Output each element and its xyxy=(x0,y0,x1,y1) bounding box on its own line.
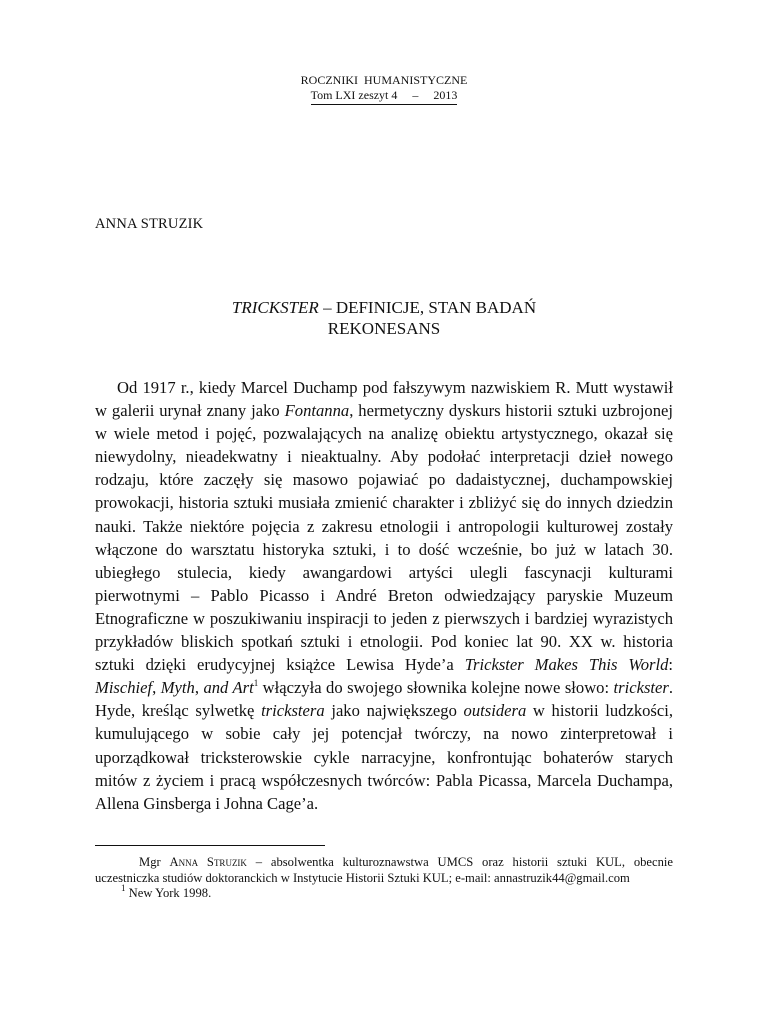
body-text xyxy=(95,376,673,815)
journal-header xyxy=(0,73,768,105)
article-title xyxy=(0,297,768,339)
footnote-text: New York 1998. xyxy=(125,886,212,901)
book-title-italic: Mischief xyxy=(95,678,153,698)
italic-term: trickstera xyxy=(261,701,325,721)
body-text-span: : xyxy=(668,655,673,675)
body-text-span: , xyxy=(152,678,161,698)
footnote-reference: 1 xyxy=(253,677,259,688)
body-text-span: . Hyde, kreśląc sylwetkę xyxy=(95,678,674,721)
italic-term: Fontanna xyxy=(284,401,350,421)
footnote-author-name: Anna Struzik xyxy=(169,855,247,869)
body-text-span: włączyła do swojego słownika kolejne nowe słowo: xyxy=(258,678,614,698)
footnote-divider xyxy=(95,845,325,846)
body-text-span: , hermetyczny dyskurs historii sztuki uzbrojonej w wiele metod i pojęć, pozwalających na analizę obiektu artystycznego, okazał się niewydolny, nieadekwatny i nieaktualny. Aby podołać interpretacji dzieł nowego rodzaju, które zaczęły się masowo pojawiać po dadaistycznej, duchampowskiej prowokacji, historia sztuki musiała zmienić charakter i zbliżyć się do innych dziedzin nauki. Także niektóre pojęcia z zakresu etnologii i antropologii kulturowej zostały włączone do warsztatu historyka sztuki, i to dość wcześnie, bo już w latach 30. ubiegłego stulecia, kiedy awangardowi artyści ulegli fascynacji kulturami pierwotnymi – Pablo Picasso i André Breton odwiedzający paryskie Muzeum Etnograficzne w poszukiwaniu inspiracji to jeden z pierwszych i bardziej wyrazistych przykładów bliskich spotkań sztuki i etnologii. Pod koniec lat 90. XX w. historia sztuki dzięki erudycyjnej książce Lewisa Hyde’a xyxy=(95,401,673,675)
title-line-1 xyxy=(0,297,768,318)
footnotes xyxy=(95,855,673,902)
author-footnote xyxy=(95,855,673,886)
footnote-mark: 1 xyxy=(121,883,126,893)
volume-line: Tom LXI zeszyt 4 – 2013 xyxy=(311,88,458,105)
title-italic: TRICKSTER xyxy=(231,298,319,317)
book-title-italic: Trickster Makes This World xyxy=(464,655,669,675)
body-text-span: jako największego xyxy=(324,701,464,721)
italic-term: trickster xyxy=(613,678,669,698)
body-text-span: w historii ludzkości, kumulującego w sobie cały jej potencjał twórczy, na nowo zinterpretował i uporządkował tricksterowskie cykle narracyjne, konfrontując bohaterów starych mitów z życiem i pracą współczesnych twórców: Pabla Picassa, Marcela Duchampa, Allena Ginsberga i Johna Cage’a. xyxy=(95,701,673,813)
book-title-italic: and Art xyxy=(203,678,254,698)
italic-term: outsidera xyxy=(463,701,527,721)
article-author: ANNA STRUZIK xyxy=(95,216,204,232)
journal-volume xyxy=(0,88,768,105)
journal-title: ROCZNIKI HUMANISTYCZNE xyxy=(300,73,468,87)
title-line1-rest: – DEFINICJE, STAN BADAŃ xyxy=(318,298,537,317)
footnote-prefix: Mgr xyxy=(139,855,170,869)
footnote-1 xyxy=(95,883,673,902)
body-text-span: , xyxy=(194,678,204,698)
footnote-author-text: – absolwentka kulturoznawstwa UMCS oraz historii sztuki KUL, obecnie uczestniczka studiów doktoranckich w Instytucie Historii Sztuki KUL; e-mail: annastruzik44@gmail.com xyxy=(95,855,673,885)
body-text-span: Od 1917 r., kiedy Marcel Duchamp pod fałszywym nazwiskiem R. Mutt wystawił w galerii urynał znany jako xyxy=(95,378,673,421)
book-title-italic: Myth xyxy=(160,678,195,698)
body-paragraph xyxy=(95,376,673,815)
title-line-2: REKONESANS xyxy=(327,319,441,338)
